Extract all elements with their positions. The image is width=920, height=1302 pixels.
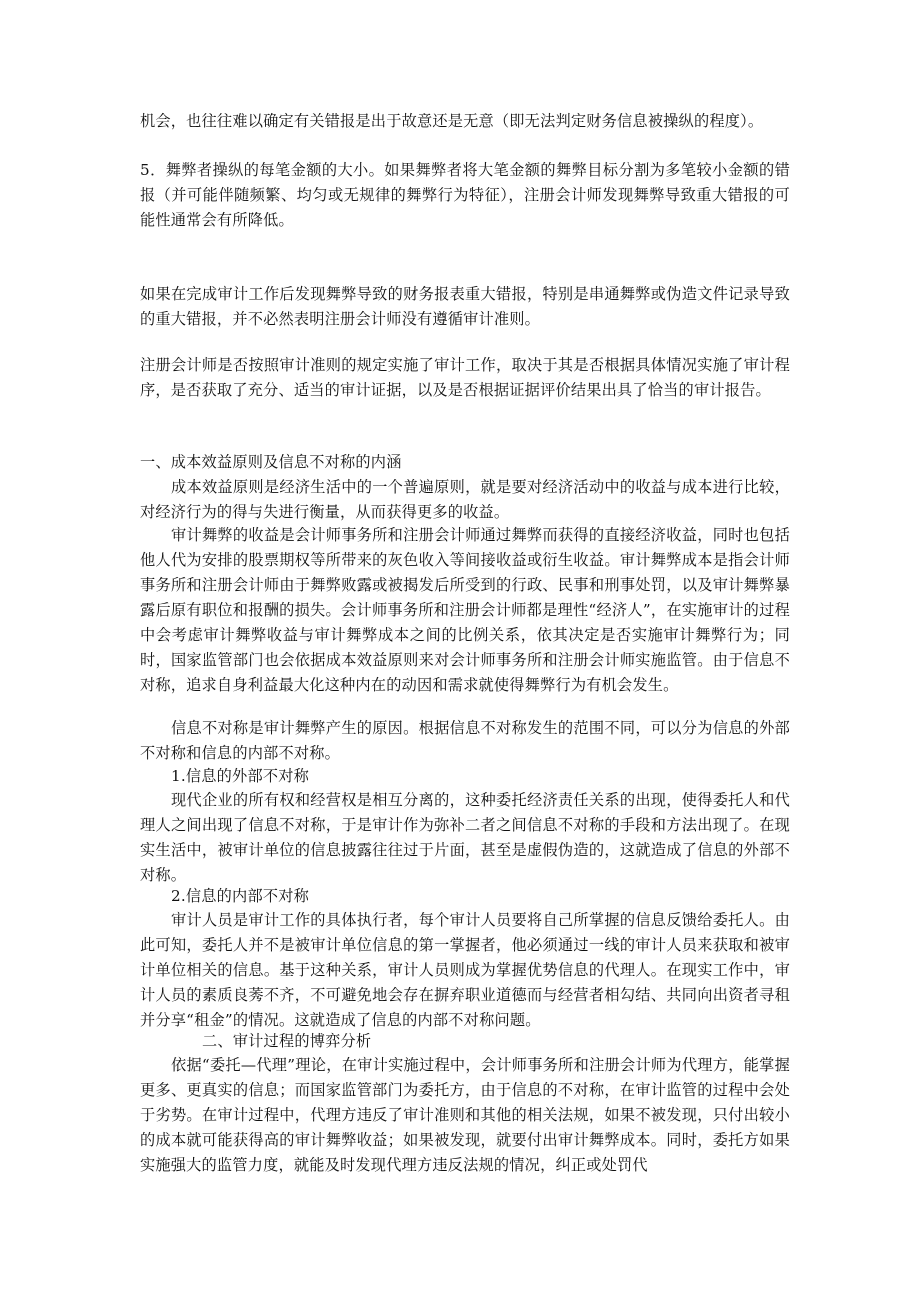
paragraph-cost-benefit: 成本效益原则是经济生活中的一个普遍原则，就是要对经济活动中的收益与成本进行比较，对经济行为的得与失进行衡量，从而获得更多的收益。 — [140, 478, 790, 521]
paragraph-audit-standards: 注册会计师是否按照审计准则的规定实施了审计工作，取决于其是否根据具体情况实施了审计程序，是否获取了充分、适当的审计证据，以及是否根据证据评价结果出具了恰当的审计报告。 — [140, 356, 790, 399]
paragraph-material-misstatement: 如果在完成审计工作后发现舞弊导致的财务报表重大错报，特别是串通舞弊或伪造文件记录导致的重大错报，并不必然表明注册会计师没有遵循审计准则。 — [140, 285, 790, 328]
paragraph-internal-asymmetry: 审计人员是审计工作的具体执行者，每个审计人员要将自己所掌握的信息反馈给委托人。由此可知，委托人并不是被审计单位信息的第一掌握者，他必须通过一线的审计人员来获取和被审计单位相关的信息。基于这种关系，审计人员则成为掌握优势信息的代理人。在现实工作中，审计人员的素质良莠不齐，不可避免地会存在摒弃职业道德而与经营者相勾结、共同向出资者寻租并分享“租金”的情况。这就造成了信息的内部不对称问题。 — [140, 911, 790, 1029]
paragraph-info-asymmetry: 信息不对称是审计舞弊产生的原因。根据信息不对称发生的范围不同，可以分为信息的外部不对称和信息的内部不对称。 — [140, 719, 790, 762]
subheading-external-asymmetry: 1.信息的外部不对称 — [171, 767, 309, 785]
section-heading-1: 一、成本效益原则及信息不对称的内涵 — [140, 453, 402, 471]
paragraph-continuation: 机会，也往往难以确定有关错报是出于故意还是无意（即无法判定财务信息被操纵的程度）。 — [140, 112, 764, 130]
paragraph-item-5: 5．舞弊者操纵的每笔金额的大小。如果舞弊者将大笔金额的舞弊目标分割为多笔较小金额的错报（并可能伴随频繁、均匀或无规律的舞弊行为特征），注册会计师发现舞弊导致重大错报的可能性通常会有所降低。 — [140, 161, 790, 229]
section-heading-2: 二、审计过程的博弈分析 — [202, 1032, 372, 1050]
paragraph-external-asymmetry: 现代企业的所有权和经营权是相互分离的，这种委托经济责任关系的出现，使得委托人和代理人之间出现了信息不对称，于是审计作为弥补二者之间信息不对称的手段和方法出现了。在现实生活中，被审计单位的信息披露往往过于片面，甚至是虚假伪造的，这就造成了信息的外部不对称。 — [140, 791, 790, 884]
paragraph-game-analysis: 依据“委托—代理”理论，在审计实施过程中，会计师事务所和注册会计师为代理方，能掌握更多、更真实的信息；而国家监管部门为委托方，由于信息的不对称，在审计监管的过程中会处于劣势。在审计过程中，代理方违反了审计准则和其他的相关法规，如果不被发现，只付出较小的成本就可能获得高的审计舞弊收益；如果被发现，就要付出审计舞弊成本。同时，委托方如果实施强大的监管力度，就能及时发现代理方违反法规的情况，纠正或处罚代 — [140, 1056, 790, 1174]
paragraph-audit-fraud-benefit: 审计舞弊的收益是会计师事务所和注册会计师通过舞弊而获得的直接经济收益，同时也包括他人代为安排的股票期权等所带来的灰色收入等间接收益或衍生收益。审计舞弊成本是指会计师事务所和注册会计师由于舞弊败露或被揭发后所受到的行政、民事和刑事处罚，以及审计舞弊暴露后原有职位和报酬的损失。会计师事务所和注册会计师都是理性“经济人”，在实施审计的过程中会考虑审计舞弊收益与审计舞弊成本之间的比例关系，依其决定是否实施审计舞弊行为；同时，国家监管部门也会依据成本效益原则来对会计师事务所和注册会计师实施监管。由于信息不对称，追求自身利益最大化这种内在的动因和需求就使得舞弊行为有机会发生。 — [140, 526, 790, 694]
subheading-internal-asymmetry: 2.信息的内部不对称 — [171, 887, 309, 905]
